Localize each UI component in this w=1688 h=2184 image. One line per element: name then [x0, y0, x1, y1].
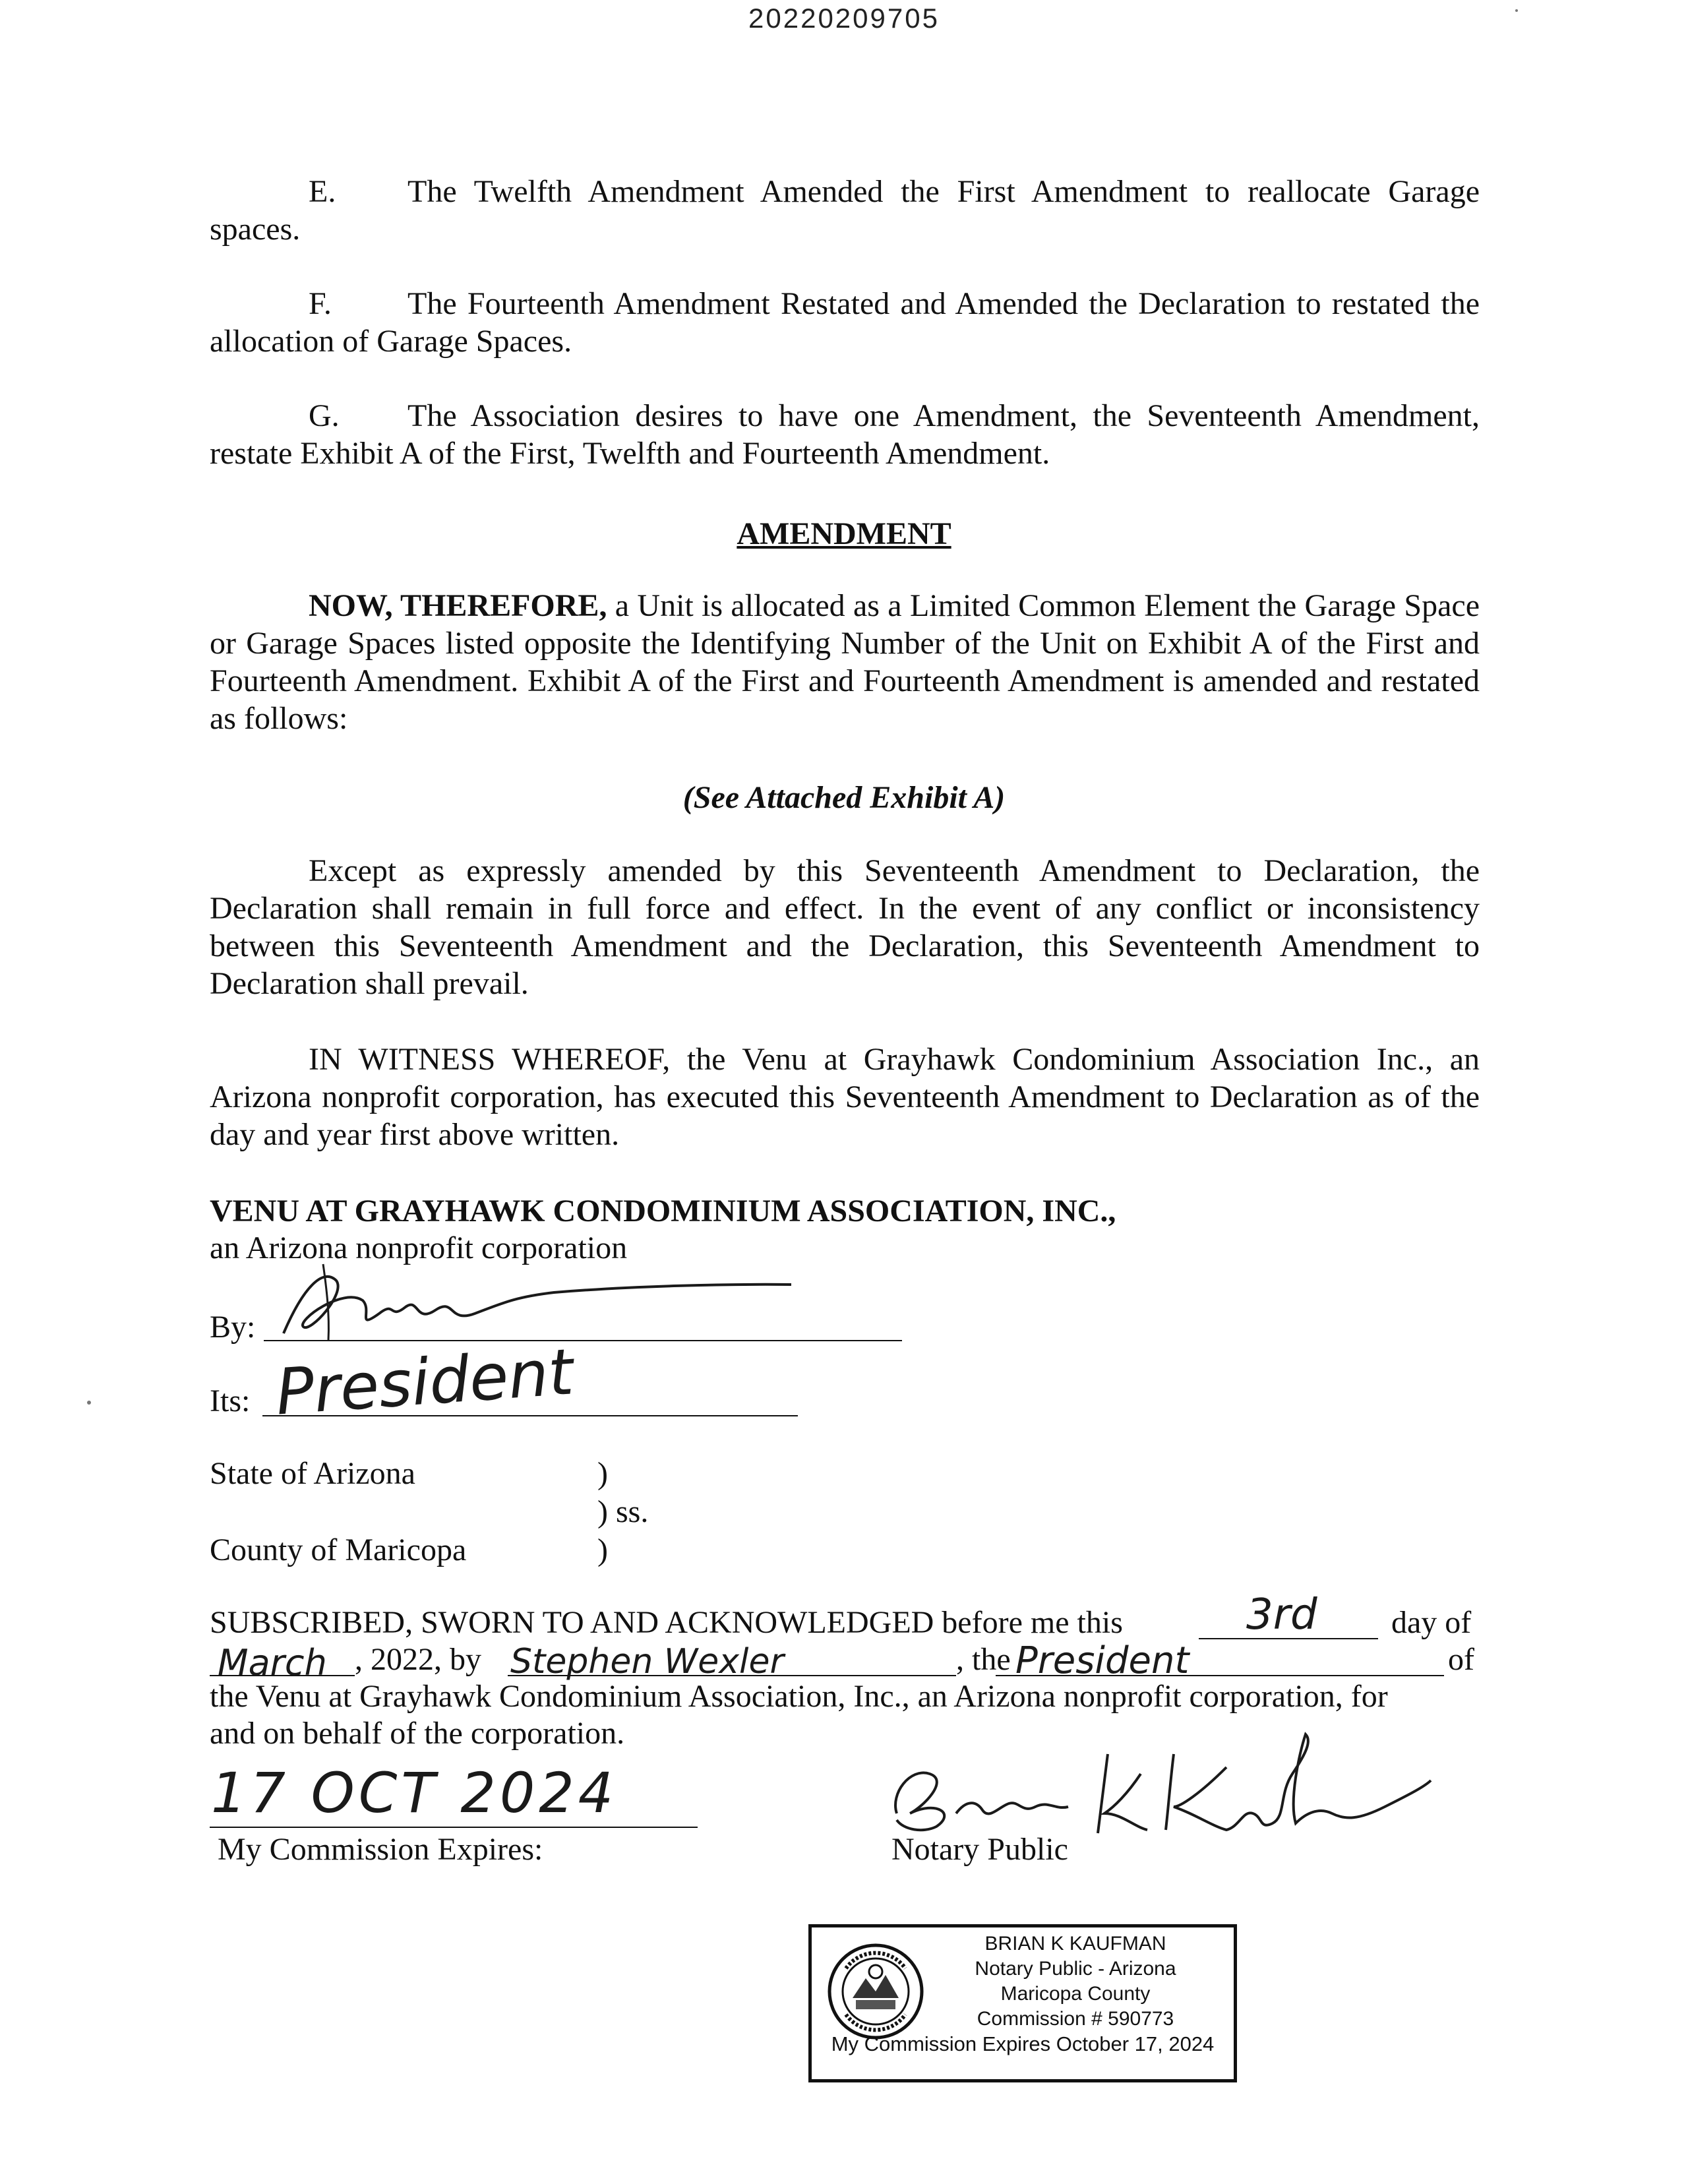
stamp-line-2: Notary Public - Arizona: [975, 1958, 1176, 1980]
notary-line-3: the Venu at Grayhawk Condominium Association, Inc., an Arizona nonprofit corporation, for: [210, 1679, 1388, 1714]
scan-speck: [87, 1401, 91, 1405]
notary-stamp: [808, 1924, 1237, 2082]
except-paragraph: [210, 852, 1480, 1002]
notary-day-of: day of: [1391, 1605, 1472, 1640]
recital-f: [210, 285, 1480, 360]
notary-signature: [884, 1714, 1437, 1846]
now-therefore-paragraph: [210, 587, 1480, 737]
see-attached-exhibit: (See Attached Exhibit A): [682, 780, 1006, 815]
notary-line-4: and on behalf of the corporation.: [210, 1716, 625, 1751]
day-handwritten: 3rd: [1246, 1591, 1317, 1639]
entity-type: an Arizona nonprofit corporation: [210, 1230, 628, 1265]
recital-e-letter: E.: [309, 174, 336, 209]
stamp-line-4: Commission # 590773: [977, 2008, 1174, 2030]
commission-date-handwritten: 17 OCT 2024: [211, 1761, 618, 1825]
recital-g-letter: G.: [309, 398, 340, 433]
its-label: Its:: [210, 1383, 251, 1418]
except-text: Except as expressly amended by this Seventeenth Amendment to Declaration, the Declaration shall remain in full force and effect. In the event of any conflict or inconsistency between this Seventeenth Amendment and the Declaration, this Seventeenth Amendment to Declaration shall prevail.: [210, 853, 1480, 1001]
notary-line-1-text: SUBSCRIBED, SWORN TO AND ACKNOWLEDGED before me this: [210, 1605, 1123, 1640]
witness-text: IN WITNESS WHEREOF, the Venu at Grayhawk Condominium Association Inc., an Arizona nonprofit corporation, has executed this Seventeenth Amendment to Declaration as of the day and year first above written.: [210, 1042, 1480, 1152]
venue-paren-1: ): [597, 1456, 608, 1491]
by-label: By:: [210, 1310, 256, 1345]
venue-ss: ) ss.: [597, 1494, 649, 1529]
notary-public-label: Notary Public: [891, 1832, 1068, 1867]
name-handwritten: Stephen Wexler: [510, 1642, 784, 1682]
now-therefore-text: a Unit is allocated as a Limited Common Element the Garage Space or Garage Spaces listed opposite the Identifying Number of the Unit on Exhibit A of the First and Fourteenth Amendment. Exhibit A of the First and Fourteenth Amendment is amended and restated as follows:: [210, 588, 1480, 736]
recital-g-text: The Association desires to have one Amendment, the Seventeenth Amendment, restate Exhibit A of the First, Twelfth and Fourteenth Amendment.: [210, 398, 1480, 471]
notary-of: of: [1448, 1642, 1474, 1677]
venue-paren-3: ): [597, 1532, 608, 1567]
title-handwritten: President: [1015, 1639, 1190, 1682]
notary-year: , 2022, by: [355, 1642, 481, 1677]
its-handwritten: President: [273, 1335, 576, 1430]
venue-county: County of Maricopa: [210, 1532, 467, 1567]
amendment-heading: AMENDMENT: [737, 516, 951, 551]
venue-state: State of Arizona: [210, 1456, 415, 1491]
month-handwritten: March: [218, 1642, 327, 1684]
recital-e-text: The Twelfth Amendment Amended the First Amendment to reallocate Garage spaces.: [210, 174, 1480, 247]
now-therefore-lead: NOW, THEREFORE,: [309, 588, 607, 623]
notary-the: , the: [956, 1642, 1011, 1677]
scan-speck-2: [1515, 9, 1518, 12]
recital-g: [210, 397, 1480, 472]
stamp-line-5: My Commission Expires October 17, 2024: [831, 2032, 1215, 2055]
commission-label: My Commission Expires:: [218, 1832, 543, 1867]
recital-f-text: The Fourteenth Amendment Restated and Amended the Declaration to restated the allocation of Garage Spaces.: [210, 286, 1480, 359]
stamp-name: BRIAN K KAUFMAN: [984, 1933, 1166, 1955]
recital-f-letter: F.: [309, 286, 332, 321]
recital-e: [210, 173, 1480, 248]
witness-paragraph: [210, 1041, 1480, 1153]
document-number: 20220209705: [748, 3, 940, 34]
entity-name: VENU AT GRAYHAWK CONDOMINIUM ASSOCIATION, INC.,: [210, 1194, 1116, 1228]
stamp-line-3: Maricopa County: [1000, 1983, 1151, 2005]
commission-line: [210, 1827, 698, 1828]
